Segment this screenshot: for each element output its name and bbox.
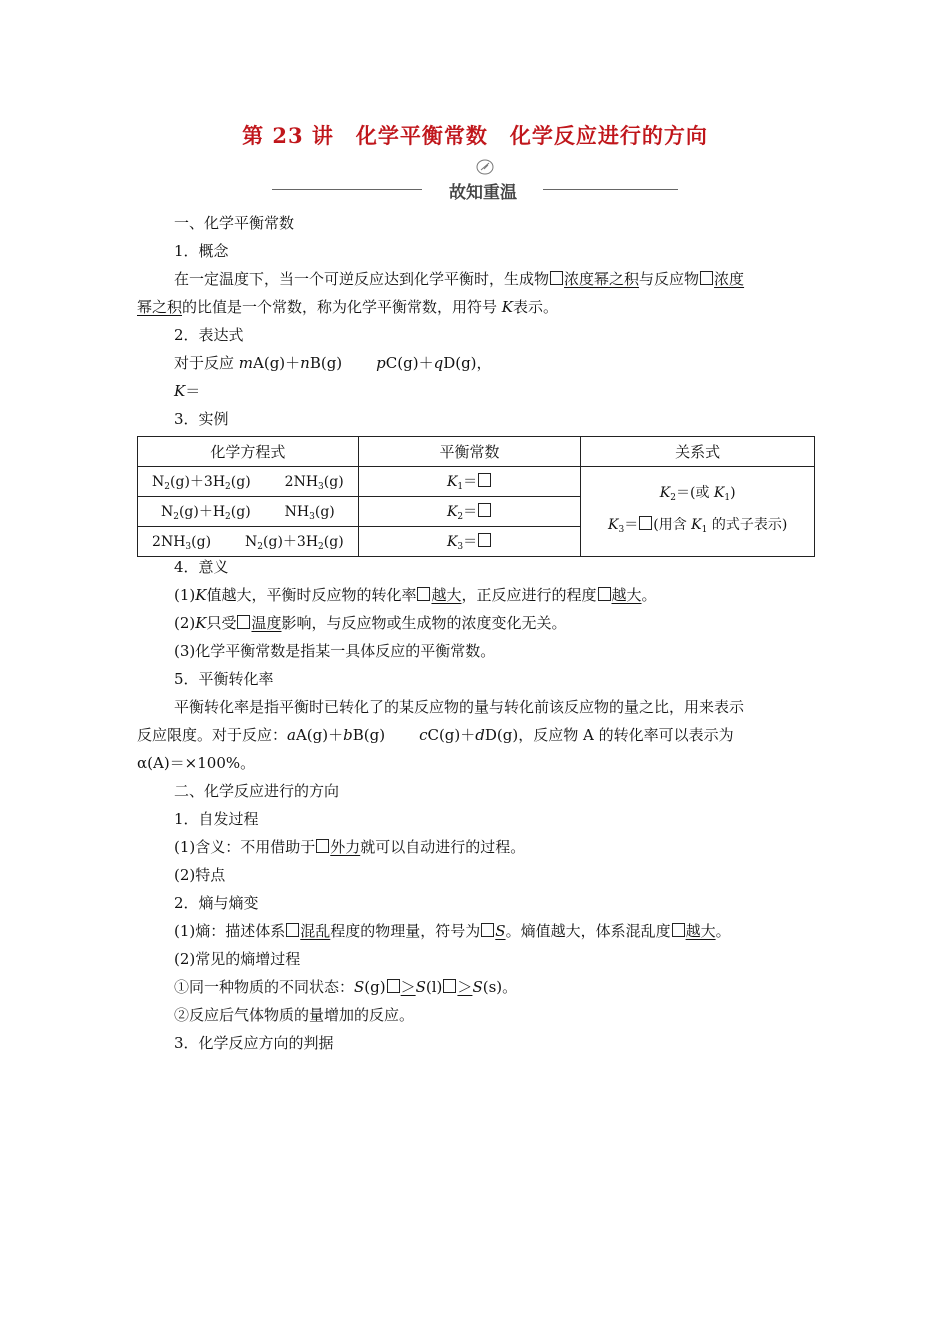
- entropy-item-2: (2)常见的熵增过程: [174, 950, 301, 968]
- conversion-line-1: 平衡转化率是指平衡时已转化了的某反应物的量与转化前该反应物的量之比，用来表示: [174, 698, 745, 716]
- blank-box: [550, 271, 563, 285]
- title-part-1: 化学平衡常数: [355, 123, 488, 148]
- answer-underlined: 温度: [251, 614, 282, 632]
- blank-box: [639, 516, 652, 530]
- answer-underlined: 越大: [611, 586, 642, 604]
- meaning-item-2: (2)K只受 温度影响，与反应物或生成物的浓度变化无关。: [174, 614, 567, 632]
- section-label: 故知重温: [449, 183, 517, 203]
- answer-underlined: 越大: [685, 922, 716, 940]
- answer-underlined: 外力: [330, 838, 361, 856]
- blank-box: [700, 271, 713, 285]
- section-header: [272, 156, 678, 206]
- heading-expression: 2．表达式: [174, 326, 244, 344]
- heading-conversion: 5．平衡转化率: [174, 670, 274, 688]
- heading-examples: 3．实例: [174, 410, 229, 428]
- blank-box: [478, 473, 491, 487]
- heading-concept: 1．概念: [174, 242, 229, 260]
- blank-box: [387, 979, 400, 993]
- blank-box: [316, 839, 329, 853]
- entropy-case-2: ②反应后气体物质的量增加的反应。: [174, 1006, 415, 1024]
- constant-cell: $K_1=$: [358, 467, 581, 497]
- equation-cell: $2NH_3(g)$ $N_2(g)+3H_2(g)$: [138, 527, 359, 557]
- meaning-item-1: (1)K值越大，平衡时反应物的转化率 越大，正反应进行的程度 越大。: [174, 586, 657, 604]
- blank-box: [286, 923, 299, 937]
- entropy-case-1: ①同一种物质的不同状态：S(g) ＞S(l) ＞S(s)。: [174, 978, 518, 996]
- heading-entropy: 2．熵与熵变: [174, 894, 259, 912]
- conversion-line-3: α(A)＝×100%。: [137, 754, 256, 772]
- constant-cell: $K_2=$: [358, 497, 581, 527]
- answer-underlined: 混乱: [300, 922, 331, 940]
- conversion-line-2: 反应限度。对于反应：aA(g)＋bB(g) cC(g)＋dD(g)，反应物 A 的转化率可以表示为: [137, 726, 734, 744]
- blank-box: [478, 533, 491, 547]
- equation-cell: $N_2(g)+3H_2(g)$ $2NH_3(g)$: [138, 467, 359, 497]
- concept-line-1: 在一定温度下，当一个可逆反应达到化学平衡时，生成物 浓度幂之积与反应物 浓度: [174, 270, 745, 288]
- answer-underlined: ＞: [400, 978, 416, 996]
- answer-underlined: S: [495, 922, 506, 940]
- heading-reaction-direction: 二、化学反应进行的方向: [174, 782, 340, 800]
- answer-underlined: 幂之积: [137, 298, 183, 316]
- blank-box: [598, 587, 611, 601]
- answer-underlined: ＞: [457, 978, 473, 996]
- divider-right: [543, 189, 678, 190]
- heading-equilibrium-constant: 一、化学平衡常数: [174, 214, 295, 232]
- blank-box: [237, 615, 250, 629]
- entropy-item-1: (1)熵：描述体系 混乱程度的物理量，符号为 S。熵值越大，体系混乱度 越大。: [174, 922, 731, 940]
- k-expression: K＝: [174, 382, 201, 400]
- concept-line-2: 幂之积的比值是一个常数，称为化学平衡常数，用符号 K表示。: [137, 298, 559, 316]
- spontaneous-item-1: (1)含义：不用借助于 外力就可以自动进行的过程。: [174, 838, 526, 856]
- blank-box: [478, 503, 491, 517]
- lecture-number: 第 23 讲: [242, 123, 334, 148]
- header-constant: 平衡常数: [358, 437, 581, 467]
- reaction-general: 对于反应 mA(g)＋nB(g) pC(g)＋qD(g)，: [174, 354, 492, 372]
- divider-left: [272, 189, 422, 190]
- answer-underlined: 浓度幂之积: [564, 270, 640, 288]
- constant-cell: $K_3=$: [358, 527, 581, 557]
- blank-box: [443, 979, 456, 993]
- table-row: [138, 467, 815, 497]
- answer-underlined: 浓度: [714, 270, 745, 288]
- blank-box: [417, 587, 430, 601]
- blank-box: [481, 923, 494, 937]
- title-part-2: 化学反应进行的方向: [509, 123, 708, 148]
- heading-meaning: 4．意义: [174, 558, 229, 576]
- page-title: [0, 120, 950, 150]
- heading-spontaneous: 1．自发过程: [174, 810, 259, 828]
- relation-cell: $K_2=$(或 $K_1$) $K_3=$ (用含 $K_1$ 的式子表示): [581, 467, 815, 557]
- header-relation: 关系式: [581, 437, 815, 467]
- meaning-item-3: (3)化学平衡常数是指某一具体反应的平衡常数。: [174, 642, 496, 660]
- answer-underlined: 越大: [431, 586, 462, 604]
- feather-emblem-icon: [475, 159, 495, 175]
- blank-box: [672, 923, 685, 937]
- equation-cell: $N_2(g)+H_2(g)$ $NH_3(g)$: [138, 497, 359, 527]
- heading-criteria: 3．化学反应方向的判据: [174, 1034, 334, 1052]
- equilibrium-table: [137, 436, 815, 557]
- header-equation: 化学方程式: [138, 437, 359, 467]
- spontaneous-item-2: (2)特点: [174, 866, 226, 884]
- table-header-row: [138, 437, 815, 467]
